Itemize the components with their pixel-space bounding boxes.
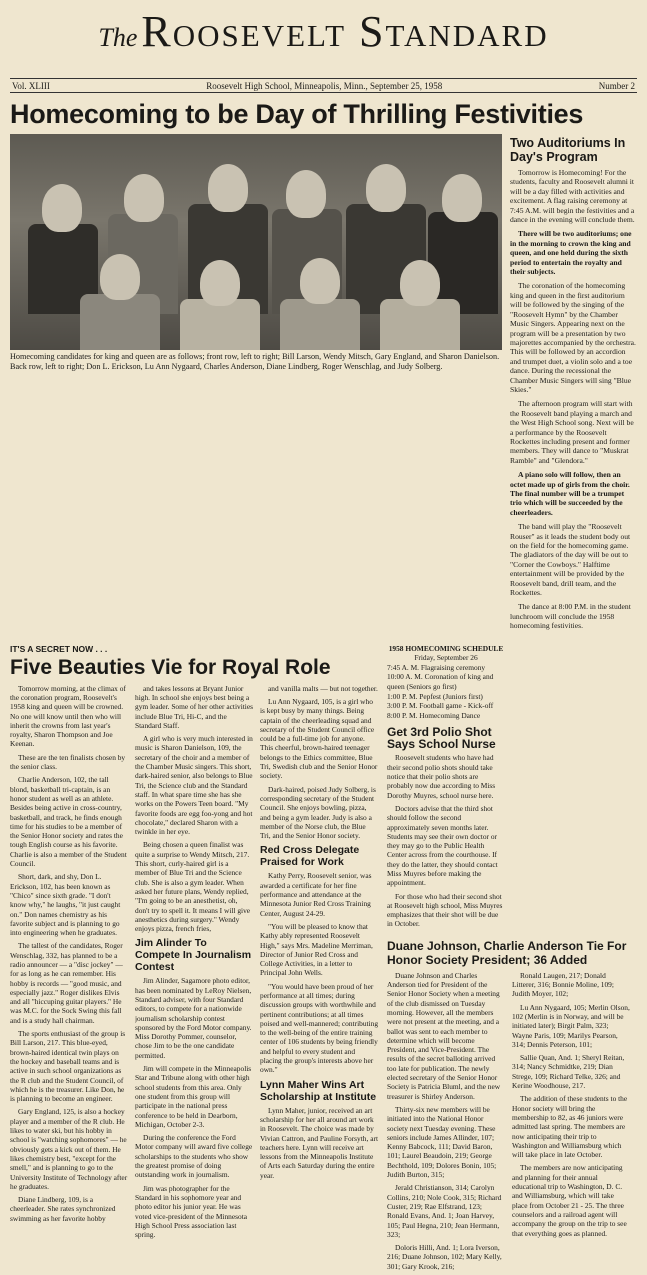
redcross-paragraph: "You would have been proud of her performance at all times; during discussion groups with worthwhile and pertinent contributions; at all times poised and well-mannered; contributing to the well-being of the entire training center of 106 students by being friendly and helpful to every student and placing the group's interests above her own." xyxy=(260,981,378,1075)
redcross-paragraph: "You will be pleased to know that Kathy ably represented Roosevelt High," says Mrs. Madeline Merriman, Director of Junior Red Cross and College Activities, in a letter to Principal John Wells. xyxy=(260,921,373,978)
redcross-headline: Red Cross Delegate Praised for Work xyxy=(260,844,360,869)
honor-columns xyxy=(387,971,637,1275)
schedule-item: 1:00 P. M. Pepfest (Juniors first) xyxy=(387,691,483,701)
candidates-photo xyxy=(10,134,502,350)
schedule-item: 8:00 P. M. Homecoming Dance xyxy=(387,710,481,720)
beauties-col-3 xyxy=(260,684,378,1244)
auditoriums-paragraph: There will be two auditoriums; one in the morning to crown the king and queen, and one held during the sixth period to entertain the royalty and their subjects. xyxy=(510,229,632,277)
alinder-paragraph: Jim Alinder, Sagamore photo editor, has been nominated by LeRoy Nielsen, Standard adviser, with four Standard editors, to compete for a nationwide journalism scholarship contest sponsored by the Ford Motor company. Miss Dorothy Pommer, counselor, chose Jim to be the one candidate permitted. xyxy=(135,976,252,1060)
homecoming-schedule xyxy=(387,644,505,721)
photo-caption: Homecoming candidates for king and queen are as follows; front row, left to right; Bill Larson, Wendy Mitsch, Gary England, and Sharon Danielson. Back row, left to right; Don L. Erickson, Lu Ann Nygaard, Charles Anderson, Diane Lindberg, Roger Wenschlag, and Judy Solberg. xyxy=(10,352,500,371)
honor-paragraph: Lu Ann Nygaard, 105; Merlin Olson, 102 (Merlin is in Norway, and will be initiated later); Birgit Palm, 323; Wayne Paris, 109; Marilys Pearson, 314; Dennis Peterson, 101; xyxy=(512,1002,630,1049)
place-date: Roosevelt High School, Minneapolis, Minn., September 25, 1958 xyxy=(206,81,443,91)
auditoriums-headline: Two Auditoriums In Day's Program xyxy=(510,136,626,164)
honor-paragraph: The addition of these students to the Honor society will bring the membership to 82, as 46 juniors were admitted last spring. The members are now anticipating their trip to Washington and Williamsburg which will take place in late October. xyxy=(512,1094,628,1160)
auditoriums-paragraph: The coronation of the homecoming king and queen in the first auditorium will be followed by the singing of the "Roosevelt Hymn" by the Chamber Music Singers. Appearing next on the program will be a presentation by two majorettes accompanied by the orchestra. This will be followed by an accordion and trumpet duet, a violin solo and a toe dance. During the recessional the Chamber Music Singers will sing "Blue Skies." xyxy=(510,281,636,394)
maher-headline: Lynn Maher Wins Art Scholarship at Institute xyxy=(260,1078,377,1103)
schedule-item: 7:45 A. M. Flagraising ceremony xyxy=(387,662,486,672)
honor-col-2 xyxy=(512,971,630,1275)
dateline xyxy=(10,78,637,93)
beauties-paragraph: Tomorrow morning, at the climax of the coronation program, Roosevelt's 1958 king and queen will be crowned. No one will know until then who will inherit the crowns from last year's royalty, Sharon Thompson and Joe Keenan. xyxy=(10,683,126,749)
beauties-col-1 xyxy=(10,684,128,1244)
alinder-headline: Jim Alinder To Compete In Journalism Contest xyxy=(135,937,252,974)
honor-paragraph: Thirty-six new members will be initiated into the National Honor society next Tuesday evening. These seniors include James Allinder, 107; Kenny Babcock, 111; David Baron, 101; Laurel Beaudoin, 219; George Bechthold, 109; Dolores Bonin, 105; Judith Burton, 315; xyxy=(387,1104,497,1180)
honor-paragraph: The members are now anticipating and planning for their annual educational trip to Washington, D. C. and Williamsburg, which will take place from October 21 - 25. The three counselors and a railroad agent will accompany the group on the trip to see that everything goes as planned. xyxy=(512,1163,627,1238)
schedule-item: 10:00 A. M. Coronation of king and queen (Seniors go first) xyxy=(387,672,494,692)
beauties-paragraph: Dark-haired, poised Judy Solberg, is corresponding secretary of the Student Council. She enjoys bowling, pizza, and being a gym leader. Judy is also a member of the Norse club, the Blue Tri, and the Senior Honor society. xyxy=(260,784,376,841)
lead-headline: Homecoming to be Day of Thrilling Festivities xyxy=(10,99,584,129)
auditoriums-paragraph: Tomorrow is Homecoming! For the students, faculty and Roosevelt alumni it will be a day filled with activities and excitement. A flag raising ceremony at 7:45 A.M. will begin the festivities and a dance in the evening will conclude them. xyxy=(510,168,635,225)
redcross-paragraph: Kathy Perry, Roosevelt senior, was awarded a certificate for her fine performance and attendance at the Minnesota Junior Red Cross Training Center, August 24-29. xyxy=(260,871,372,918)
beauties-paragraph: and vanilla malts — but not together. xyxy=(268,683,378,693)
beauties-paragraph: Lu Ann Nygaard, 105, is a girl who is kept busy by many things. Being captain of the cheerleading squad and secretary of the Student Council office could be a full-time job for anyone. This cheerful, brown-haired teenager belongs to the Ethics committee, Blue Tri, Swedish club and the Senior Honor society. xyxy=(260,696,378,781)
auditoriums-paragraph: The afternoon program will start with the Roosevelt band playing a march and the West High School song. Next will be a performance by the Roosevelt Rockettes including present and former members. They will dance to "Muskrat Ramble" and "Glendora." xyxy=(510,399,634,465)
honor-paragraph: Duane Johnson and Charles Anderson tied for President of the Senior Honor Society when a meeting of the club dismissed on Tuesday morning. However, all the members were not present at the meeting, and a ballot was sent to each member to determine which will become President, and Vice-President. The results of the secret balloting arrived too late for publication. The newly elected secretary of the Senior Honor Society is Patricia Bluml, and the new treasurer is Shirley Anderson. xyxy=(387,970,501,1101)
polio-paragraph: For those who had their second shot at Roosevelt high school, Miss Muyres emphasizes that their shot will be due in October. xyxy=(387,891,503,929)
honor-paragraph: Sallie Quan, And. 1; Sheryl Reitan, 314; Nancy Schmidtke, 219; Dian Strege, 109; Richard Telke, 326; and Kerine Woodhouse, 217. xyxy=(512,1053,625,1091)
beauties-columns xyxy=(10,684,380,1244)
beauties-paragraph: Charlie Anderson, 102, the tall blond, basketball tri-captain, is an honor student as well as an athlete. Besides being active in cross-country, basketball, and track, he finds enough time for his studies to be a member of the Senior Honor society and rates the tough English course as his favorite. Charlie is also a member of the Student Council. xyxy=(10,775,127,869)
left-block xyxy=(10,506,380,1275)
polio-paragraph: Doctors advise that the third shot should follow the second approximately seven months later. Students may see their own doctor or they may go to the Public Health Center across from the courthouse. If they do the latter, they should contact Miss Muyres before making the appointment. xyxy=(387,803,498,888)
masthead xyxy=(10,6,637,76)
honor-paragraph: Jerald Christianson, 314; Carolyn Collins, 210; Nole Cook, 315; Richard Custer, 219; Rae Elfstrand, 123; Ronald Evans, And. 1; Joan Harvey, 105; Paul Hegna, 210; Jean Hermann, 323; xyxy=(387,1183,502,1239)
right-block xyxy=(387,644,637,1275)
honor-headline: Duane Johnson, Charlie Anderson Tie For Honor Society President; 36 Added xyxy=(387,938,627,967)
beauties-paragraph: A girl who is very much interested in music is Sharon Danielson, 109, the secretary of the choir and a member of the Chamber Music singers. This short, dark-haired senior, also belongs to Blue Tri, the Science club and the Standard staff. In what spare time she has she works on the Powers Teen board. "My favorite foods are egg foo-yong and hot chocolate," declared Sharon with a twinkle in her eye. xyxy=(135,734,253,837)
beauties-paragraph: These are the ten finalists chosen by the senior class. xyxy=(10,752,126,772)
schedule-day: Friday, September 26 xyxy=(414,653,478,663)
beauties-paragraph: and takes lessons at Bryant Junior high. In school she enjoys best being a gym leader. Some of her other activities include Blue Tri, Hi-C, and the Standard Staff. xyxy=(135,683,253,730)
polio-paragraph: Roosevelt students who have had their second polio shots should take notice that their polio shots are probably now due according to Miss Dorothy Muyres, school nurse here. xyxy=(387,753,496,800)
schedule-title: 1958 HOMECOMING SCHEDULE xyxy=(388,643,504,653)
issue-number: Number 2 xyxy=(598,81,635,91)
alinder-paragraph: During the conference the Ford Motor company will award five college scholarships to the students who show the greatest promise of doing outstanding work in journalism. xyxy=(135,1133,253,1180)
alinder-paragraph: Jim was photographer for the Standard in his sophomore year and photo editor his junior year. He was voted vice-president of the Minnesota High School Press association last spring. xyxy=(135,1183,248,1240)
honor-paragraph: Ronald Laugen, 217; Donald Litterer, 316; Bonnie Moline, 109; Judith Moyer, 102; xyxy=(512,970,614,999)
honor-paragraph: Doloris Hilli, And. 1; Lora Iverson, 216; Duane Johnson, 102; Mary Kelly, 301; Gary Krook, 216; xyxy=(387,1243,502,1271)
beauties-paragraph: The tallest of the candidates, Roger Wenschlag, 332, has planned to be a radio announcer — a "disc jockey" — for as long as he can remember. His hobby is records — "good music, and especially jazz." Roger dislikes Elvis and all "hiccuping guitar players." He was M.C. for the Sock Swing this fall and is a study hall chairman. xyxy=(10,941,123,1025)
schedule-item: 3:00 P. M. Football game - Kick-off xyxy=(387,701,494,711)
beauties-kicker: IT'S A SECRET NOW . . . xyxy=(10,643,108,654)
masthead-title: Roosevelt Standard xyxy=(141,7,549,56)
schedule-polio-col xyxy=(387,644,505,933)
beauties-paragraph: Being chosen a queen finalist was quite a surprise to Wendy Mitsch, 217. This short, curly-haired girl is a member of Blue Tri and the Science club. She is also a gym leader. When asked her future plans, Wendy replied, "I'm going to be an anesthetist, oh, don't try to spell it. It means I will give anesthetics during surgery." Wendy enjoys pizza, french fries, xyxy=(135,840,251,934)
volume: Vol. XLIII xyxy=(12,81,50,91)
honor-col-1 xyxy=(387,971,505,1275)
polio-headline: Get 3rd Polio Shot Says School Nurse xyxy=(387,725,496,752)
auditoriums-article xyxy=(510,134,636,636)
beauties-paragraph: Gary England, 125, is also a hockey player and a member of the R club. He likes to water ski, but his hobby in school is "watching sophomores" — he obviously gets a kick out of them. He likes chemistry best, "except for the smell," and is planning to go to the University Institute of Technology after he graduates. xyxy=(10,1107,128,1191)
beauties-paragraph: Short, dark, and shy, Don L. Erickson, 102, has been known as "Chico" since sixth grade. "I don't know why," he laughs, "it just caught on." Don names chemistry as his favorite subject and is planning to go into engineering when he graduates. xyxy=(10,872,121,938)
maher-paragraph: Lynn Maher, junior, received an art scholarship for her all around art work in Roosevelt. The choice was made by Vivian Cattron, and Pauline Forsyth, art teachers here. Lynn will receive art lessons from the Minneapolis Institute of Arts each Saturday during the entire year. xyxy=(260,1105,378,1180)
beauties-col-2 xyxy=(135,684,253,1244)
auditoriums-paragraph: A piano solo will follow, then an octet made up of girls from the choir. The final number will be a trumpet trio which will be succeeded by the cheerleaders. xyxy=(510,470,630,517)
beauties-paragraph: The sports enthusiast of the group is Bill Larson, 217. This blue-eyed, brown-haired identical twin plays on the hockey and baseball teams and is active in such school organizations as the R club and the Student Council, of which he is the treasurer. Like Don, he is planning to become an engineer. xyxy=(10,1029,126,1104)
masthead-the: The xyxy=(98,23,138,52)
alinder-paragraph: Jim will compete in the Minneapolis Star and Tribune along with other high school students from this area. Only one student from this group will participate in the national press conference to be held in Dearborn, Michigan, October 2-3. xyxy=(135,1064,252,1129)
beauties-headline: Five Beauties Vie for Royal Role xyxy=(10,655,331,679)
auditoriums-paragraph: The band will play the "Roosevelt Rouser" as it leads the student body out on the field for the homecoming game. The gladiators of the day will be out to "Corner the Cowboys." Halftime entertainment will be provided by the Roosevelt band, drill team, and the Rockettes. xyxy=(510,522,631,598)
beauties-paragraph: Diane Lindberg, 109, is a cheerleader. She rates synchronized swimming as her favorite hobby xyxy=(10,1195,116,1223)
schedule-polio-row xyxy=(387,644,637,933)
auditoriums-paragraph: The dance at 8:00 P.M. in the student lunchroom will conclude the 1958 homecoming festivities. xyxy=(510,602,631,631)
